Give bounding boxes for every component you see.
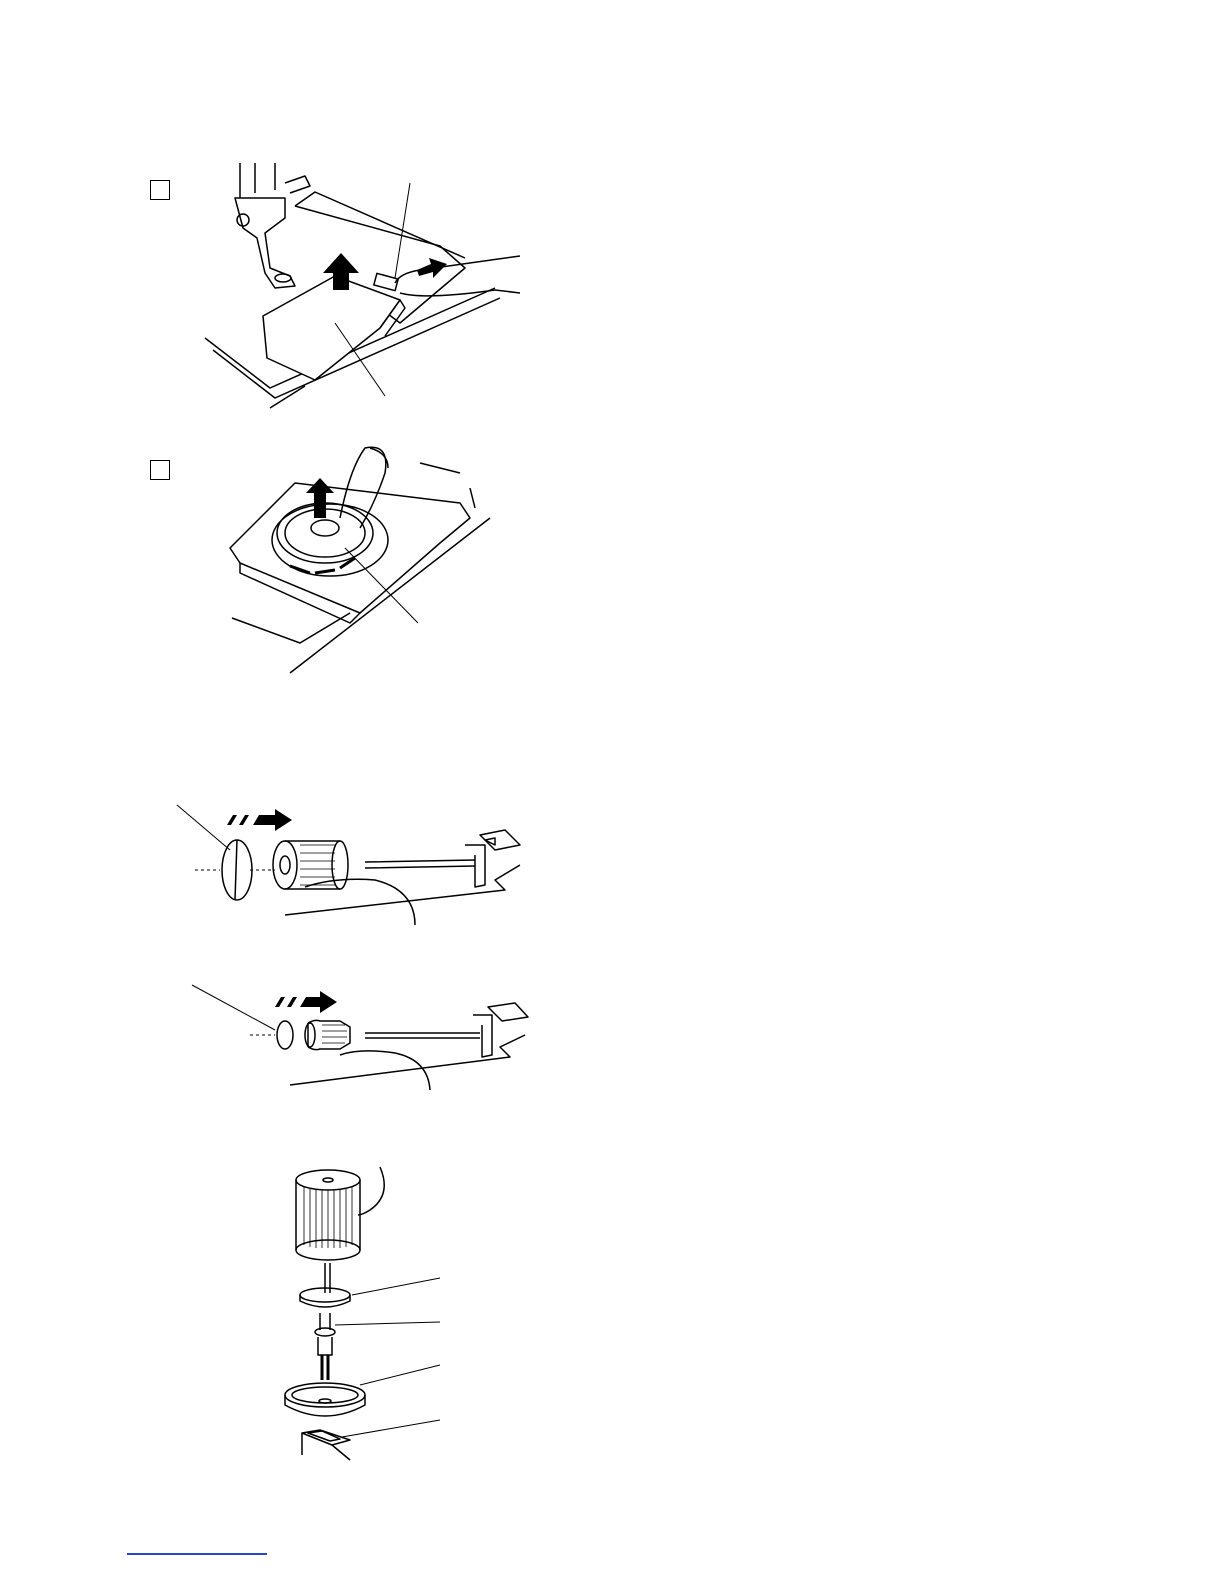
large-spool-holder-figure [175,805,535,935]
step-1-box [150,180,170,200]
footer-link-line[interactable] [127,1553,267,1555]
spool-icon [296,1167,384,1260]
presser-foot-icon [235,163,310,288]
spool-pin-icon [365,1003,528,1057]
dashed-arrow-icon [275,991,337,1013]
extra-spool-pin-figure [280,1165,480,1465]
finger-icon [340,447,386,528]
up-arrow-icon [306,478,334,518]
step-2-box [150,460,170,480]
small-spool-holder-figure [190,985,550,1095]
dashed-arrow-icon [227,809,292,831]
bobbin-holder-icon [272,504,388,576]
right-arrow-icon [417,258,447,278]
cover-plate-icon [263,276,400,380]
release-button-icon [374,273,398,290]
felt-icon [300,1263,350,1307]
spool-holder-icon [277,1021,293,1049]
hole-icon [302,1430,350,1460]
spool-holder-icon [285,1383,365,1416]
spool-icon [273,841,348,889]
extra-spool-pin-icon [315,1313,335,1380]
hook-cover-plate-figure [195,158,535,418]
bobbin-removal-figure [220,448,520,678]
